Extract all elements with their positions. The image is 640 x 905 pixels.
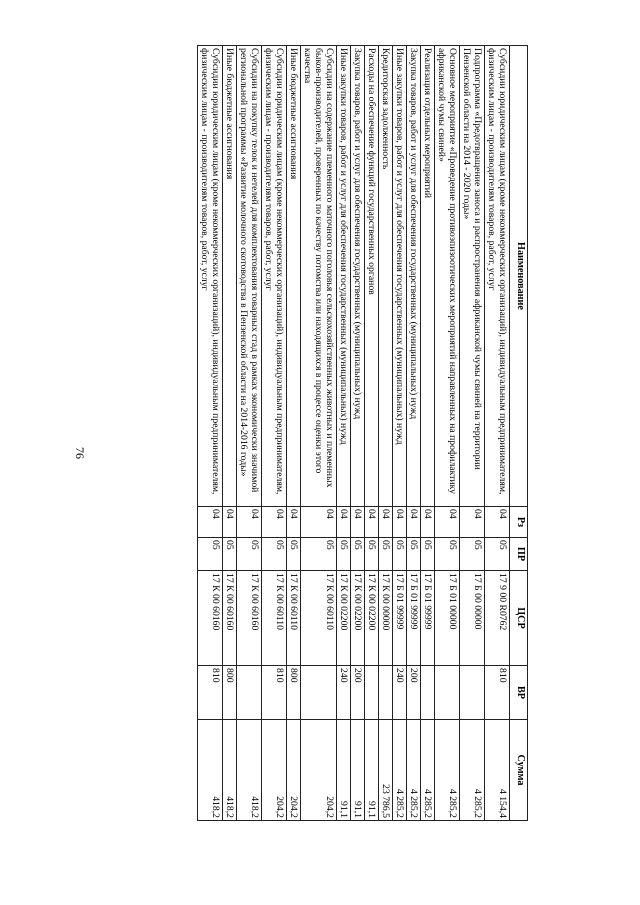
cell-sum: 23 786,5: [379, 720, 393, 821]
table-row: [421, 46, 435, 821]
cell-pr: 05: [435, 538, 460, 571]
cell-rz: 04: [337, 507, 351, 538]
table-row: [485, 46, 510, 821]
cell-vr: 810: [262, 666, 287, 720]
cell-pr: 05: [421, 538, 435, 571]
cell-pr: 05: [301, 538, 337, 571]
cell-csr: 17 К 00 60160: [198, 571, 223, 666]
cell-name: Иные бюджетные ассигнования: [223, 46, 237, 507]
cell-name: Реализация отдельных мероприятий: [421, 46, 435, 507]
cell-csr: 17 К 00 02200: [351, 571, 365, 666]
cell-rz: 04: [407, 507, 421, 538]
cell-csr: 17 К 00 60160: [237, 571, 262, 666]
cell-vr: 200: [351, 666, 365, 720]
cell-sum: 204,2: [301, 720, 337, 821]
cell-csr: 17 К 00 60160: [223, 571, 237, 666]
cell-vr: 810: [198, 666, 223, 720]
cell-rz: 04: [223, 507, 237, 538]
cell-vr: 240: [393, 666, 407, 720]
cell-vr: [237, 666, 262, 720]
cell-name: Субсидии на покупку телок и нетелей для комплектования товарных стад в рамках экономически значимой региональной программы «Развитие молочного скотоводства в Пензенской области на 2014-2016 годы»: [237, 46, 262, 507]
table-row: [337, 46, 351, 821]
cell-pr: 05: [223, 538, 237, 571]
cell-csr: 17 К 00 02200: [337, 571, 351, 666]
cell-csr: 17 Б 01 99999: [421, 571, 435, 666]
cell-rz: 04: [365, 507, 379, 538]
cell-csr: 17 К 00 60110: [287, 571, 301, 666]
table-row: [365, 46, 379, 821]
header-rz: Рз: [510, 507, 528, 538]
cell-csr: 17 Б 01 00000: [435, 571, 460, 666]
cell-csr: 17 К 00 00000: [379, 571, 393, 666]
cell-pr: 05: [351, 538, 365, 571]
cell-csr: 17 К 00 02200: [365, 571, 379, 666]
cell-vr: [301, 666, 337, 720]
cell-vr: [421, 666, 435, 720]
table-row: [393, 46, 407, 821]
cell-name: Иные закупки товаров, работ и услуг для обеспечения государственных (муниципальных) нужд: [337, 46, 351, 507]
cell-csr: 17 Б 01 99999: [393, 571, 407, 666]
cell-csr: 17 9 00 R0762: [485, 571, 510, 666]
cell-csr: 17 К 00 60110: [301, 571, 337, 666]
cell-name: Субсидии юридическим лицам (кроме некоммерческих организаций), индивидуальным предпринимателям, физическим лицам - производителям товаров, работ, услуг: [198, 46, 223, 507]
cell-rz: 04: [351, 507, 365, 538]
cell-sum: 204,2: [262, 720, 287, 821]
table-row: [407, 46, 421, 821]
cell-sum: 4 285,2: [435, 720, 460, 821]
cell-sum: 418,2: [223, 720, 237, 821]
cell-vr: 200: [407, 666, 421, 720]
cell-vr: [365, 666, 379, 720]
header-csr: ЦСР: [510, 571, 528, 666]
cell-pr: 05: [365, 538, 379, 571]
table-header-row: [510, 46, 528, 821]
budget-table: [197, 45, 528, 821]
cell-pr: 05: [393, 538, 407, 571]
header-name: Наименование: [510, 46, 528, 507]
cell-vr: 800: [223, 666, 237, 720]
cell-name: Субсидии юридическим лицам (кроме некоммерческих организаций), индивидуальным предпринимателям, физическим лицам - производителям товаров, работ, услуг: [262, 46, 287, 507]
table-row: [223, 46, 237, 821]
cell-pr: 05: [287, 538, 301, 571]
cell-name: Иные закупки товаров, работ и услуг для обеспечения государственных (муниципальных) нужд: [393, 46, 407, 507]
page-number: 76: [73, 447, 87, 459]
cell-rz: 04: [435, 507, 460, 538]
cell-rz: 04: [421, 507, 435, 538]
cell-pr: 05: [237, 538, 262, 571]
cell-pr: 05: [379, 538, 393, 571]
cell-rz: 04: [301, 507, 337, 538]
table-row: [351, 46, 365, 821]
cell-sum: 4 285,2: [460, 720, 485, 821]
cell-pr: 05: [460, 538, 485, 571]
cell-name: Подпрограмма «Предотвращение заноса и распространения африканской чумы свиней на территории Пензенской области на 2014 - 2020 годы»: [460, 46, 485, 507]
cell-pr: 05: [337, 538, 351, 571]
cell-name: Кредиторская задолженность: [379, 46, 393, 507]
rotated-table-container: [75, 45, 528, 820]
cell-sum: 4 154,4: [485, 720, 510, 821]
cell-vr: [460, 666, 485, 720]
cell-rz: 04: [393, 507, 407, 538]
cell-rz: 04: [485, 507, 510, 538]
cell-csr: 17 К 00 60110: [262, 571, 287, 666]
cell-rz: 04: [287, 507, 301, 538]
cell-csr: 17 Б 01 99999: [407, 571, 421, 666]
table-row: [379, 46, 393, 821]
cell-name: Субсидии на содержание племенного маточного поголовья сельскохозяйственных животных и племенных быков-производителей, проверенных по качеству потомства или находящихся в процессе оценки этого качества: [301, 46, 337, 507]
cell-sum: 91,1: [337, 720, 351, 821]
cell-rz: 04: [237, 507, 262, 538]
cell-pr: 05: [407, 538, 421, 571]
cell-rz: 04: [262, 507, 287, 538]
cell-pr: 05: [262, 538, 287, 571]
header-vr: ВР: [510, 666, 528, 720]
table-body: [198, 46, 510, 821]
table-row: [262, 46, 287, 821]
header-sum: Сумма: [510, 720, 528, 821]
table-row: [301, 46, 337, 821]
cell-name: Закупка товаров, работ и услуг для обеспечения государственных (муниципальных) нужд: [407, 46, 421, 507]
cell-sum: 4 285,2: [421, 720, 435, 821]
table-row: [435, 46, 460, 821]
cell-pr: 05: [198, 538, 223, 571]
cell-sum: 204,2: [287, 720, 301, 821]
cell-name: Закупка товаров, работ и услуг для обеспечения государственных (муниципальных) нужд: [351, 46, 365, 507]
cell-sum: 91,1: [351, 720, 365, 821]
cell-name: Субсидии юридическим лицам (кроме некоммерческих организаций), индивидуальным предпринимателям, физическим лицам - производителям товаров, работ, услуг: [485, 46, 510, 507]
cell-vr: 800: [287, 666, 301, 720]
header-pr: ПР: [510, 538, 528, 571]
cell-vr: 810: [485, 666, 510, 720]
cell-vr: [435, 666, 460, 720]
cell-name: Расходы на обеспечение функций государственных органов: [365, 46, 379, 507]
table-row: [460, 46, 485, 821]
table-row: [198, 46, 223, 821]
cell-vr: [379, 666, 393, 720]
cell-name: Иные бюджетные ассигнования: [287, 46, 301, 507]
cell-sum: 91,1: [365, 720, 379, 821]
table-row: [237, 46, 262, 821]
cell-sum: 418,2: [237, 720, 262, 821]
cell-pr: 05: [485, 538, 510, 571]
cell-rz: 04: [379, 507, 393, 538]
cell-csr: 17 Б 00 00000: [460, 571, 485, 666]
cell-rz: 04: [460, 507, 485, 538]
cell-sum: 418,2: [198, 720, 223, 821]
cell-name: Основное мероприятие «Проведение противоэпизоотических мероприятий направленных на профилактику африканской чумы свиней»: [435, 46, 460, 507]
cell-sum: 4 285,2: [407, 720, 421, 821]
cell-vr: 240: [337, 666, 351, 720]
cell-sum: 4 285,2: [393, 720, 407, 821]
cell-rz: 04: [198, 507, 223, 538]
table-row: [287, 46, 301, 821]
